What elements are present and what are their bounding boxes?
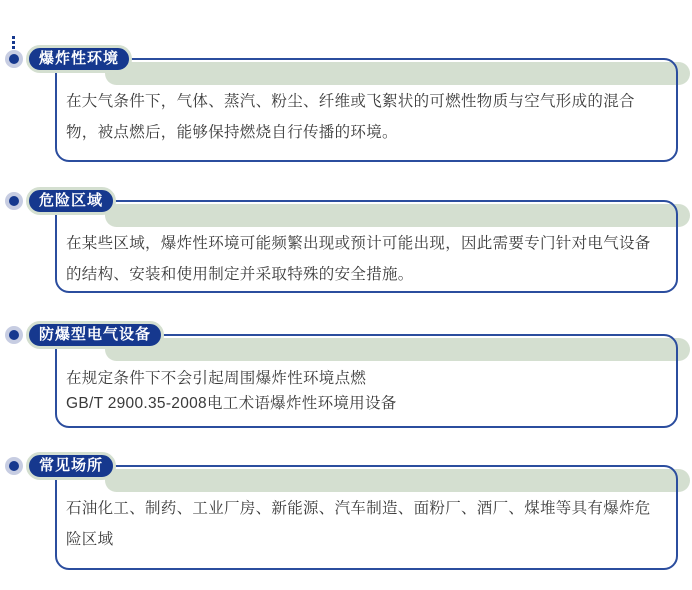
definition-box [55,465,678,570]
section-explosive-atmosphere [0,45,692,165]
section-hazardous-area [0,187,692,297]
text-line: GB/T 2900.35-2008电工术语爆炸性环境用设备 [66,395,397,412]
badge-label: 常见场所 [39,457,104,474]
badge-label: 防爆型电气设备 [39,326,152,343]
badge-label: 危险区域 [39,192,104,209]
text-line: 物，被点燃后，能够保持燃烧自行传播的环境。 [66,124,398,141]
section-common-places [0,452,692,572]
section-badge [26,452,116,480]
text-line: 在大气条件下，气体、蒸汽、粉尘、纤维或飞絮状的可燃性物质与空气形成的混合 [66,93,635,110]
definition-box [55,200,678,293]
section-badge [26,45,132,73]
text-line: 石油化工、制药、工业厂房、新能源、汽车制造、面粉厂、酒厂、煤堆等具有爆炸危 [66,500,651,517]
text-line: 的结构、安装和使用制定并采取特殊的安全措施。 [66,266,414,283]
badge-label: 爆炸性环境 [39,50,120,67]
section-badge [26,187,116,215]
section-explosion-proof-equipment [0,321,692,431]
bullet-dot-icon [9,54,19,64]
text-line: 险区域 [66,531,114,548]
section-badge [26,321,164,349]
definition-box [55,58,678,162]
bullet-dot-icon [9,330,19,340]
text-line: 在规定条件下不会引起周围爆炸性环境点燃 [66,370,367,387]
bullet-dot-icon [9,461,19,471]
bullet-dot-icon [9,196,19,206]
dotted-line-icon [12,36,15,49]
text-line: 在某些区域，爆炸性环境可能频繁出现或预计可能出现，因此需要专门针对电气设备 [66,235,651,252]
